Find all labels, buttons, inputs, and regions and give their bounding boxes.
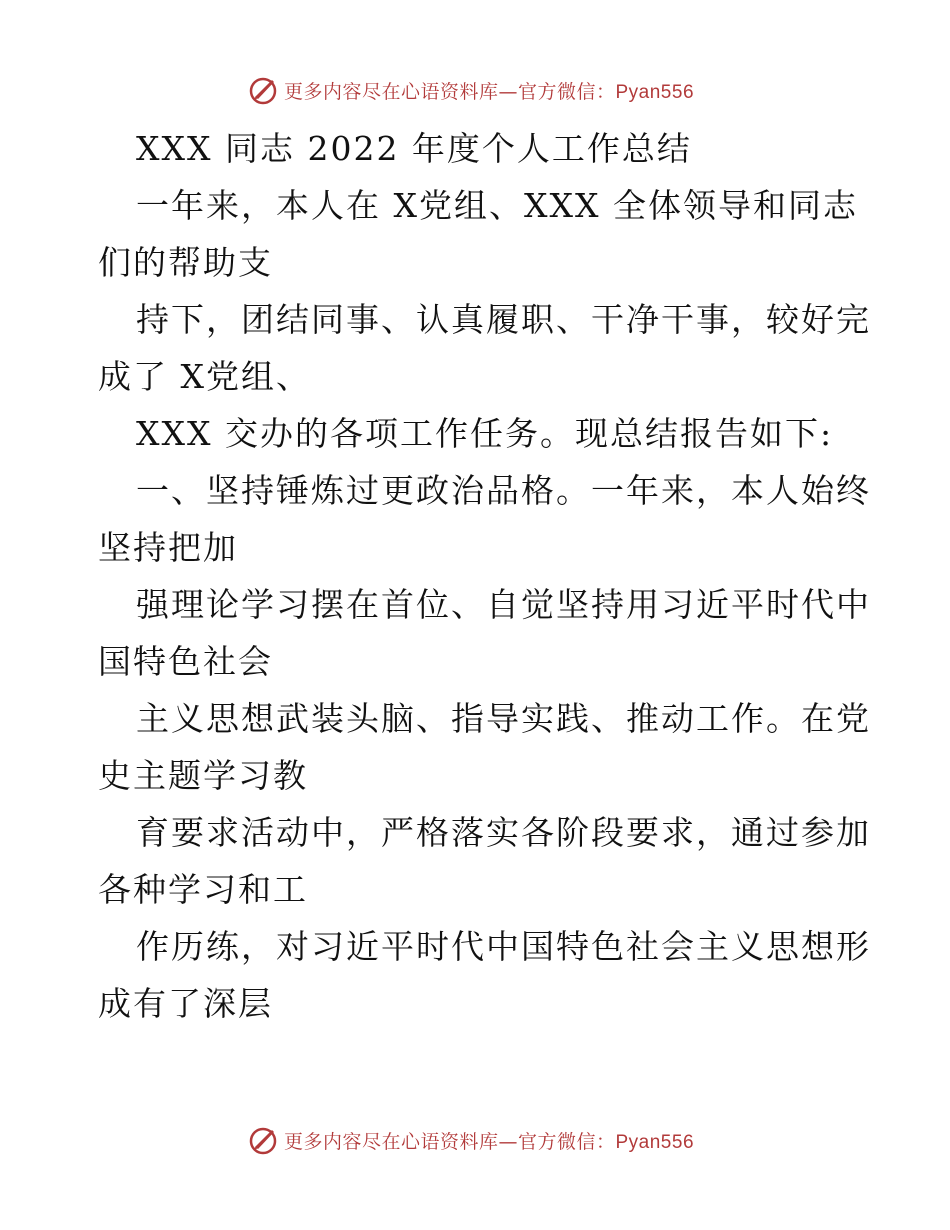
document-title: XXX 同志 2022 年度个人工作总结 bbox=[136, 129, 692, 168]
footer-banner-content bbox=[246, 1123, 694, 1157]
footer-banner-slogan: 更多内容尽在心语资料库 bbox=[283, 1130, 499, 1153]
header-banner-text bbox=[284, 77, 694, 104]
footer-banner-contact: 官方微信：Pyan556 bbox=[518, 1131, 695, 1153]
document-line: 们的帮助支 bbox=[98, 243, 273, 282]
document-body bbox=[98, 120, 871, 1032]
quill-logo-icon bbox=[246, 73, 280, 107]
document-line: 育要求活动中，严格落实各阶段要求，通过参加 bbox=[136, 813, 871, 852]
document-line: 史主题学习教 bbox=[98, 756, 308, 795]
document-line: 作历练，对习近平时代中国特色社会主义思想形 bbox=[136, 927, 871, 966]
document-line: 一、坚持锤炼过更政治品格。一年来，本人始终 bbox=[136, 471, 871, 510]
header-banner-contact: 官方微信：Pyan556 bbox=[518, 81, 695, 103]
document-line: 各种学习和工 bbox=[98, 870, 308, 909]
footer-banner bbox=[0, 1120, 950, 1160]
document-line: 成了 X党组、 bbox=[98, 357, 311, 396]
quill-logo-icon bbox=[246, 1123, 280, 1157]
document-line: 国特色社会 bbox=[98, 642, 273, 681]
document-line: 持下，团结同事、认真履职、干净干事，较好完 bbox=[136, 300, 871, 339]
header-banner-content bbox=[246, 73, 694, 107]
document-line: 一年来，本人在 X党组、XXX 全体领导和同志 bbox=[136, 186, 858, 225]
header-banner-slogan: 更多内容尽在心语资料库 bbox=[283, 80, 499, 103]
document-line: 强理论学习摆在首位、自觉坚持用习近平时代中 bbox=[136, 585, 871, 624]
document-line: XXX 交办的各项工作任务。现总结报告如下: bbox=[136, 414, 834, 453]
document-line: 主义思想武装头脑、指导实践、推动工作。在党 bbox=[136, 699, 871, 738]
document-line: 坚持把加 bbox=[98, 528, 238, 567]
footer-banner-dash: — bbox=[498, 1130, 518, 1153]
header-banner bbox=[0, 70, 950, 110]
document-line: 成有了深层 bbox=[98, 984, 273, 1023]
header-banner-dash: — bbox=[498, 80, 518, 103]
footer-banner-text bbox=[284, 1127, 694, 1154]
